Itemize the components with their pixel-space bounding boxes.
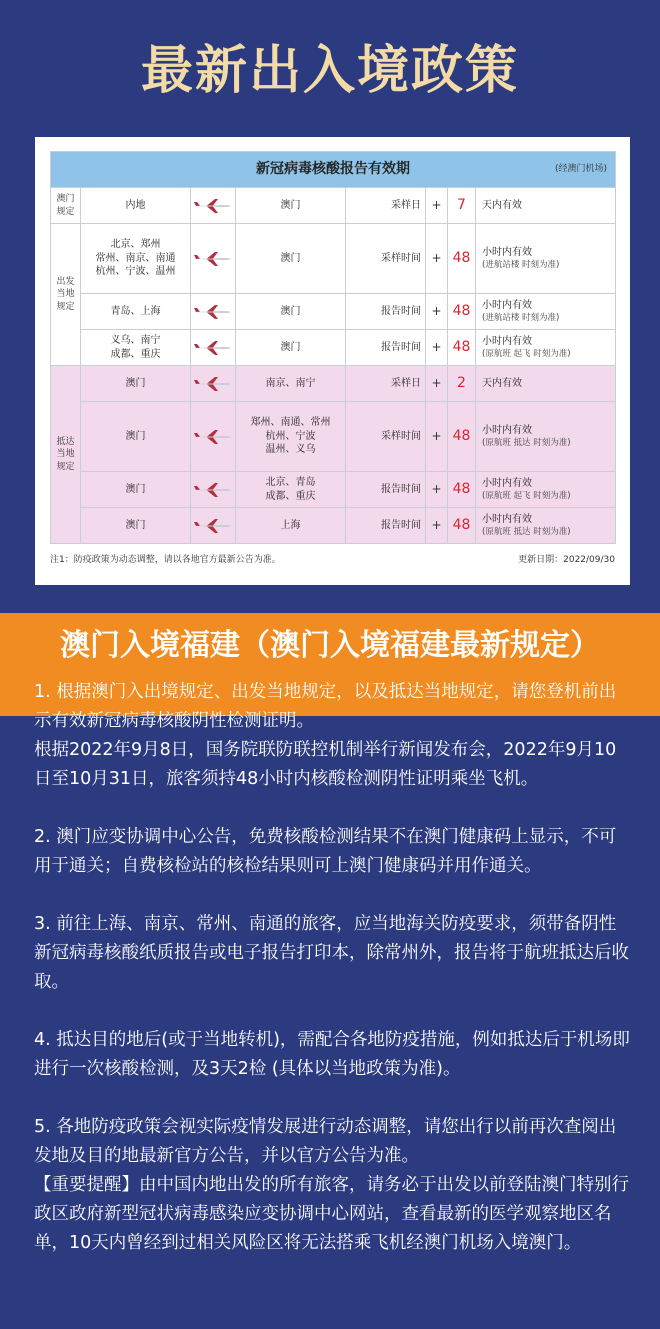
- basis-cell: 采样日: [346, 188, 426, 224]
- table-row: [51, 366, 616, 402]
- table-row: [51, 402, 616, 472]
- basis-cell: 报告时间: [346, 294, 426, 330]
- table-row: [51, 188, 616, 224]
- plus-cell: +: [426, 294, 448, 330]
- destination-cell: 郑州、南通、常州 杭州、宁波 温州、义乌: [236, 402, 346, 472]
- basis-cell: 报告时间: [346, 330, 426, 366]
- plane-cell: [191, 188, 236, 224]
- table-row: [51, 224, 616, 294]
- validity-cell: [476, 188, 616, 224]
- destination-cell: 南京、南宁: [236, 366, 346, 402]
- origin-cell: 澳门: [81, 472, 191, 508]
- basis-cell: 报告时间: [346, 472, 426, 508]
- plus-cell: +: [426, 472, 448, 508]
- validity-text: 小时内有效: [482, 514, 532, 526]
- paragraph-2: 2. 澳门应变协调中心公告，免费核酸检测结果不在澳门健康码上显示，不可用于通关；自费核检站的核检结果则可上澳门健康码并用作通关。: [34, 827, 617, 876]
- row-category: 抵达当地规定: [51, 366, 81, 544]
- airplane-icon: [193, 251, 233, 267]
- hours-cell: 48: [448, 224, 476, 294]
- hours-cell: 48: [448, 508, 476, 544]
- plane-cell: [191, 402, 236, 472]
- hours-cell: 48: [448, 294, 476, 330]
- hours-cell: 48: [448, 330, 476, 366]
- validity-text: 小时内有效: [482, 425, 532, 437]
- origin-cell: 澳门: [81, 366, 191, 402]
- basis-cell: 采样时间: [346, 402, 426, 472]
- hours-cell: 7: [448, 188, 476, 224]
- policy-table-card: [35, 137, 630, 585]
- airplane-icon: [193, 340, 233, 356]
- paragraph-3: 3. 前往上海、南京、常州、南通的旅客，应当地海关防疫要求，须带备阴性新冠病毒核酸纸质报告或电子报告打印本，除常州外，报告将于航班抵达后收取。: [34, 914, 629, 992]
- validity-cell: [476, 508, 616, 544]
- table-row: [51, 294, 616, 330]
- validity-cell: [476, 330, 616, 366]
- airplane-icon: [193, 376, 233, 392]
- validity-note: (进航站楼 时刻为准): [482, 259, 560, 270]
- plane-cell: [191, 366, 236, 402]
- origin-cell: 北京、郑州 常州、南京、南通 杭州、宁波、温州: [81, 224, 191, 294]
- table-row: [51, 472, 616, 508]
- article-title-banner: 澳门入境福建（澳门入境福建最新规定）: [0, 613, 660, 716]
- validity-note: (进航站楼 时刻为准): [482, 312, 560, 323]
- validity-text: 小时内有效: [482, 478, 532, 490]
- basis-cell: 报告时间: [346, 508, 426, 544]
- table-title: 新冠病毒核酸报告有效期: [256, 161, 410, 178]
- airplane-icon: [193, 482, 233, 498]
- destination-cell: 上海: [236, 508, 346, 544]
- hours-cell: 2: [448, 366, 476, 402]
- plane-cell: [191, 472, 236, 508]
- origin-cell: 澳门: [81, 402, 191, 472]
- origin-cell: 内地: [81, 188, 191, 224]
- origin-cell: 澳门: [81, 508, 191, 544]
- paragraph-1a: 1. 根据澳门入出境规定、出发当地规定，以及抵达当地规定，请您登机前出示有效新冠病毒核酸阴性检测证明。: [34, 682, 617, 731]
- validity-cell: [476, 402, 616, 472]
- hours-cell: 48: [448, 402, 476, 472]
- airplane-icon: [193, 518, 233, 534]
- plus-cell: +: [426, 188, 448, 224]
- plus-cell: +: [426, 508, 448, 544]
- airplane-icon: [193, 429, 233, 445]
- table-header: [51, 152, 616, 188]
- validity-cell: [476, 224, 616, 294]
- destination-cell: 澳门: [236, 330, 346, 366]
- plus-cell: +: [426, 224, 448, 294]
- plus-cell: +: [426, 330, 448, 366]
- validity-note: (原航班 起飞 时刻为准): [482, 348, 571, 359]
- plane-cell: [191, 294, 236, 330]
- article-body: [34, 678, 630, 1258]
- table-note: (经澳门机场): [554, 164, 607, 174]
- validity-cell: [476, 472, 616, 508]
- airplane-icon: [193, 198, 233, 214]
- validity-text: 天内有效: [482, 199, 522, 211]
- destination-cell: 澳门: [236, 224, 346, 294]
- destination-cell: 澳门: [236, 294, 346, 330]
- basis-cell: 采样日: [346, 366, 426, 402]
- hours-cell: 48: [448, 472, 476, 508]
- footnote: 注1：防疫政策为动态调整，请以各地官方最新公告为准。: [50, 555, 281, 565]
- validity-note: (原航班 抵达 时刻为准): [482, 437, 571, 448]
- plane-cell: [191, 330, 236, 366]
- validity-cell: [476, 366, 616, 402]
- basis-cell: 采样时间: [346, 224, 426, 294]
- table-row: [51, 508, 616, 544]
- validity-cell: [476, 294, 616, 330]
- origin-cell: 义乌、南宁 成都、重庆: [81, 330, 191, 366]
- row-category: 出发当地规定: [51, 224, 81, 366]
- validity-text: 天内有效: [482, 377, 522, 389]
- validity-text: 小时内有效: [482, 336, 532, 348]
- validity-text: 小时内有效: [482, 247, 532, 259]
- origin-cell: 青岛、上海: [81, 294, 191, 330]
- plane-cell: [191, 224, 236, 294]
- plus-cell: +: [426, 366, 448, 402]
- plane-cell: [191, 508, 236, 544]
- update-date: 更新日期：2022/09/30: [518, 555, 615, 565]
- validity-note: (原航班 起飞 时刻为准): [482, 490, 571, 501]
- destination-cell: 澳门: [236, 188, 346, 224]
- policy-table: [50, 151, 616, 544]
- paragraph-1b: 根据2022年9月8日，国务院联防联控机制举行新闻发布会，2022年9月10日至10月31日，旅客须持48小时内核酸检测阴性证明乘坐飞机。: [34, 740, 617, 789]
- destination-cell: 北京、青岛 成都、重庆: [236, 472, 346, 508]
- paragraph-5: 5. 各地防疫政策会视实际疫情发展进行动态调整，请您出行以前再次查阅出发地及目的地最新官方公告，并以官方公告为准。: [34, 1117, 617, 1166]
- page-title: 最新出入境政策: [140, 41, 519, 101]
- important-reminder: 【重要提醒】由中国内地出发的所有旅客，请务必于出发以前登陆澳门特别行政区政府新型冠状病毒感染应变协调中心网站，查看最新的医学观察地区名单，10天内曾经到过相关风险区将无法搭乘飞机经澳门机场入境澳门。: [34, 1175, 629, 1253]
- table-row: [51, 330, 616, 366]
- validity-note: (原航班 抵达 时刻为准): [482, 526, 571, 537]
- row-category: 澳门规定: [51, 188, 81, 224]
- paragraph-4: 4. 抵达目的地后(或于当地转机)，需配合各地防疫措施，例如抵达后于机场即进行一次核酸检测，及3天2检 (具体以当地政策为准)。: [34, 1030, 630, 1079]
- airplane-icon: [193, 304, 233, 320]
- table-footer: [50, 544, 615, 570]
- plus-cell: +: [426, 402, 448, 472]
- validity-text: 小时内有效: [482, 300, 532, 312]
